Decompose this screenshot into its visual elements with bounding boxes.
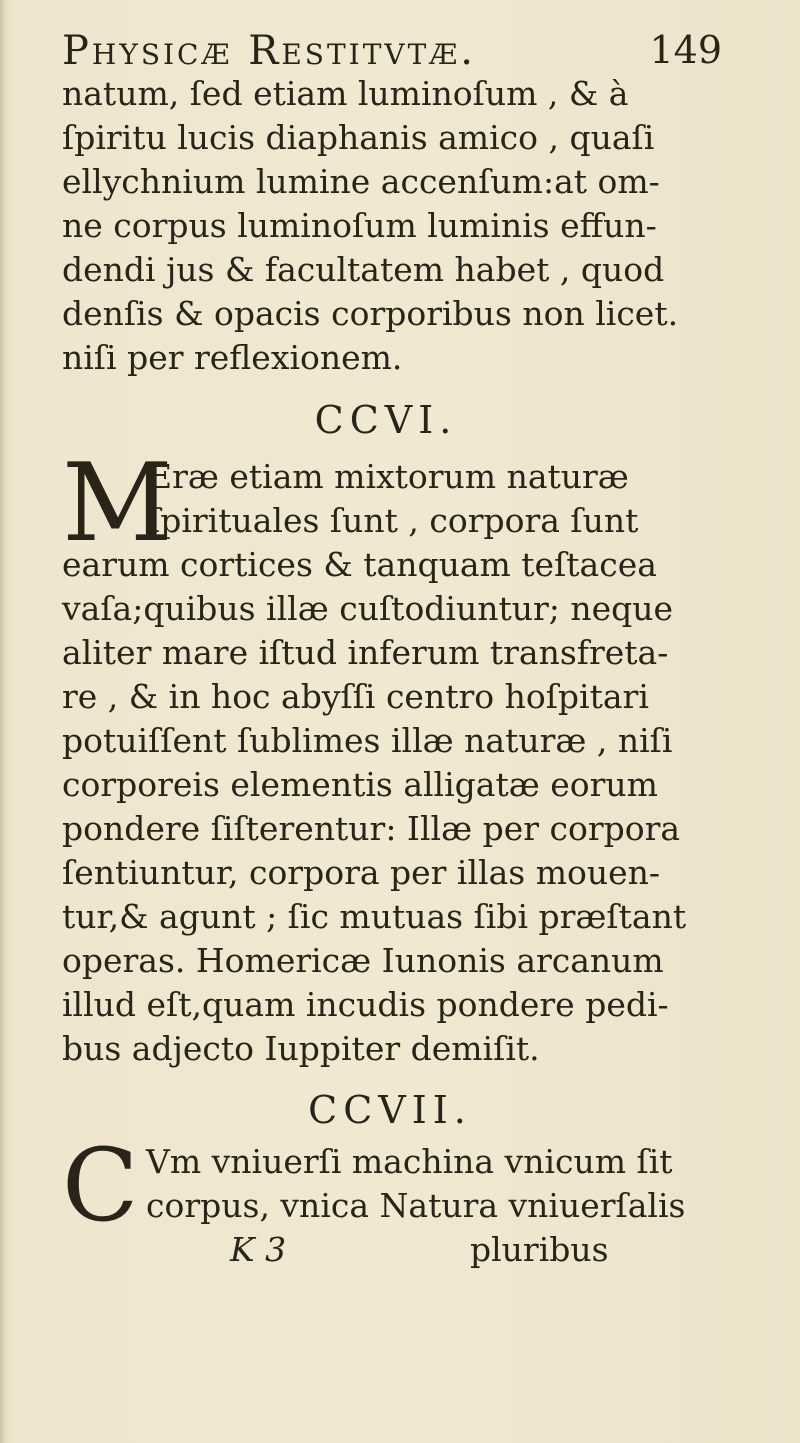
text-line: aliter mare iſtud inferum transfreta- — [62, 633, 669, 672]
catchword: pluribus — [470, 1230, 609, 1269]
page-number: 149 — [649, 28, 722, 72]
section-heading-ccvii: CCVII. — [308, 1088, 472, 1132]
text-line: re , & in hoc abyſſi centro hoſpitari — [62, 677, 649, 716]
text-line: ſpiritu lucis diaphanis amico , quaſi — [62, 118, 655, 157]
text-line: pondere ſiſterentur: Illæ per corpora — [62, 809, 681, 848]
text-line: ſentiuntur, corpora per illas mouen- — [62, 853, 661, 892]
text-line: ſpirituales ſunt , corpora ſunt — [148, 501, 639, 540]
running-title: Physicæ Restitvtæ. — [62, 28, 477, 74]
text-line: Eræ etiam mixtorum naturæ — [148, 457, 629, 496]
text-line: corpus, vnica Natura vniuerſalis — [146, 1186, 686, 1225]
text-line: corporeis elementis alligatæ eorum — [62, 765, 658, 804]
paragraph-ccvii — [62, 1127, 686, 1244]
drop-capital: M — [62, 441, 173, 566]
signature-mark: K 3 — [230, 1230, 287, 1269]
text-line: vaſa;quibus illæ cuſtodiuntur; neque — [62, 589, 674, 628]
text-line: ne corpus luminoſum luminis effun- — [62, 206, 657, 245]
page-header — [62, 22, 722, 72]
text-line: bus adjecto Iuppiter demiſit. — [62, 1029, 540, 1068]
text-line: niſi per reflexionem. — [62, 338, 403, 377]
text-line: potuiſſent ſublimes illæ naturæ , niſi — [62, 721, 673, 760]
text-line: illud eſt,quam incudis pondere pedi- — [62, 985, 669, 1024]
text-line: natum, ſed etiam luminoſum , & à — [62, 74, 629, 113]
page-gutter-edge — [0, 0, 6, 1443]
text-line: Vm vniuerſi machina vnicum ſit — [146, 1142, 673, 1181]
text-line: operas. Homericæ Iunonis arcanum — [62, 941, 664, 980]
text-line: earum cortices & tanquam teſtacea — [62, 545, 657, 584]
drop-capital: C — [62, 1127, 139, 1244]
continued-paragraph — [62, 72, 679, 380]
text-line: ellychnium lumine accenſum:at om- — [62, 162, 660, 201]
text-line: denſis & opacis corporibus non licet. — [62, 294, 679, 333]
text-line: dendi jus & facultatem habet , quod — [62, 250, 665, 289]
section-heading-ccvi: CCVI. — [314, 398, 458, 442]
text-line: tur,& agunt ; ſic mutuas ſibi præſtant — [62, 897, 687, 936]
page-footer — [0, 1230, 800, 1274]
paragraph-ccvi — [62, 441, 687, 1071]
